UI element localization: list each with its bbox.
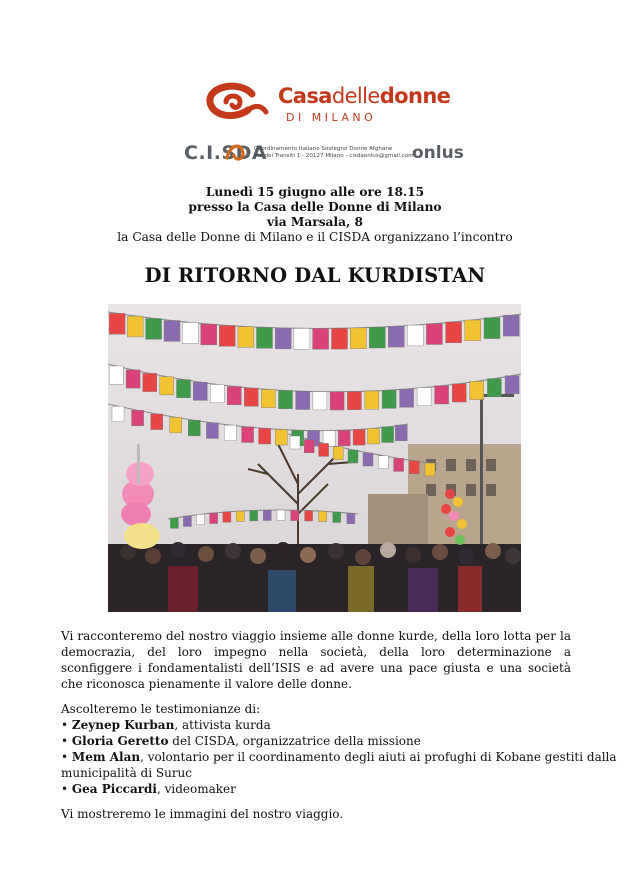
- bunting-flag: [132, 410, 144, 426]
- bunting-flag: [250, 511, 258, 521]
- bunting-flag: [238, 327, 254, 348]
- event-date: Lunedì 15 giugno alle ore 18.15: [205, 185, 425, 199]
- bunting-flag: [304, 440, 314, 453]
- bunting-flag: [505, 376, 519, 394]
- bunting-flag: [143, 373, 157, 391]
- bunting-flag: [227, 387, 241, 405]
- bunting-flag: [382, 390, 396, 408]
- bunting-flag: [177, 380, 191, 398]
- bunting-flag: [348, 450, 358, 463]
- event-info: [40, 185, 590, 245]
- bunting-flag: [257, 328, 273, 349]
- bunting-flag: [363, 453, 373, 466]
- casa-swirl-logo-icon: [204, 82, 270, 122]
- bunting-flag: [193, 382, 207, 400]
- bunting-flag: [279, 391, 293, 409]
- casa-wordmark: Casadelledonne: [278, 84, 451, 108]
- bunting-flag: [126, 370, 140, 388]
- bunting-flag: [338, 430, 350, 446]
- kurdish-festival-photo: [108, 304, 521, 612]
- page-title: DI RITORNO DAL KURDISTAN: [144, 264, 486, 287]
- bunting-flag: [484, 318, 500, 339]
- bunting-flag: [330, 392, 344, 410]
- bunting-flag: [224, 425, 236, 441]
- bunting-flag: [109, 366, 123, 384]
- bunting-flag: [313, 392, 327, 410]
- cisda-subtitle: Coordinamento Italiano Sostegno Donne Afghane: [254, 146, 393, 152]
- bunting-flag: [259, 428, 271, 444]
- bunting-flag: [426, 324, 442, 345]
- bunting-flag: [365, 391, 379, 409]
- bunting-flag: [236, 511, 244, 521]
- bunting-flag: [369, 327, 385, 348]
- list-item: • Gloria Geretto del CISDA, organizzatrice della missione: [61, 734, 421, 748]
- bunting-flag: [313, 329, 329, 350]
- bunting-flag: [319, 511, 327, 521]
- bunting-flag: [347, 513, 355, 523]
- bunting-flag: [164, 321, 180, 342]
- bunting-flag: [296, 391, 310, 409]
- bunting-flag: [465, 320, 481, 341]
- bunting-flag: [242, 427, 254, 443]
- bunting-flag: [435, 386, 449, 404]
- bunting-flag: [395, 425, 407, 441]
- bunting-flag: [382, 427, 394, 443]
- casa-delle-donne-logo: [204, 80, 451, 128]
- bunting-flag: [160, 377, 174, 395]
- bunting-flag: [305, 511, 313, 521]
- bunting-flag: [394, 458, 404, 471]
- list-item-continuation: municipalità di Suruc: [61, 766, 193, 780]
- intro-paragraph: Vi racconteremo del nostro viaggio insieme alle donne kurde, della loro lotta per la democrazia, del loro impegno nella società, della loro determinazione a sconfiggere i fondamentalisti dell’ISIS e ad avere una pace giusta e una società che riconosca pienamente il valore delle donne.: [61, 629, 571, 691]
- bunting-flag: [425, 463, 435, 476]
- cisda-onlus: onlus: [412, 143, 464, 163]
- bunting-flag: [112, 406, 124, 422]
- bunting-flag: [368, 428, 380, 444]
- bunting-flag: [388, 326, 404, 347]
- bunting-flag: [503, 315, 519, 336]
- bunting-flag: [127, 316, 143, 337]
- bunting-flag: [201, 324, 217, 345]
- bunting-flag: [170, 417, 182, 433]
- bunting-flag: [219, 326, 235, 347]
- bunting-flag: [183, 516, 191, 526]
- bunting-flag: [197, 514, 205, 524]
- event-organizers: la Casa delle Donne di Milano e il CISDA organizzano l’incontro: [117, 230, 513, 244]
- closing-line: Vi mostreremo le immagini del nostro viaggio.: [61, 807, 344, 821]
- bunting-flag: [210, 385, 224, 403]
- cisda-address: Via dei Transiti 1 - 20127 Milano - cisdaonlus@gmail.com: [254, 153, 414, 159]
- bunting-flag: [409, 461, 419, 474]
- bunting-flag: [182, 323, 198, 344]
- bunting-flag: [347, 392, 361, 410]
- list-item: • Gea Piccardi, videomaker: [61, 782, 236, 796]
- cisda-wordmark: C.I.SDA: [184, 142, 268, 164]
- cisda-swirl-icon: [224, 140, 246, 162]
- bunting-flag: [319, 443, 329, 456]
- bunting-flag: [400, 389, 414, 407]
- bunting-flag: [487, 379, 501, 397]
- bunting-flag: [452, 384, 466, 402]
- bunting-flag: [291, 510, 299, 520]
- bunting-flag: [290, 436, 300, 449]
- bunting-flag: [170, 518, 178, 528]
- casa-city: DI MILANO: [286, 111, 377, 124]
- bunting-flag: [210, 513, 218, 523]
- bunting-flag: [244, 388, 258, 406]
- bunting-flag: [109, 313, 125, 334]
- bunting-flag: [353, 430, 365, 446]
- cisda-logo: [184, 140, 464, 168]
- bunting-flag: [417, 388, 431, 406]
- bunting-flag: [275, 430, 287, 446]
- list-item: • Zeynep Kurban, attivista kurda: [61, 718, 271, 732]
- bunting-flag: [146, 319, 162, 340]
- list-item: • Mem Alan, volontario per il coordinamento degli aiuti ai profughi di Kobane gestiti dalla: [61, 750, 617, 764]
- event-place: presso la Casa delle Donne di Milano: [188, 200, 442, 214]
- event-address: via Marsala, 8: [267, 215, 363, 229]
- bunting-flag: [407, 325, 423, 346]
- bunting-flag: [151, 414, 163, 430]
- bunting-flag: [333, 447, 343, 460]
- bunting-flag: [446, 322, 462, 343]
- bunting-flag: [206, 423, 218, 439]
- bunting-flag: [263, 510, 271, 520]
- bunting-flag: [294, 328, 310, 349]
- bunting-flag: [333, 512, 341, 522]
- bunting-flag: [223, 512, 231, 522]
- bunting-flag: [261, 390, 275, 408]
- event-photo: [108, 304, 521, 612]
- bunting-flag: [275, 328, 291, 349]
- bunting-flag: [470, 381, 484, 399]
- bunting-flag: [350, 328, 366, 349]
- bunting-flag: [277, 510, 285, 520]
- testimonies-section: [61, 701, 617, 797]
- bunting-flag: [378, 456, 388, 469]
- testimonies-heading: Ascolteremo le testimonianze di:: [61, 702, 261, 716]
- bunting-flag: [332, 328, 348, 349]
- bunting-flag: [188, 420, 200, 436]
